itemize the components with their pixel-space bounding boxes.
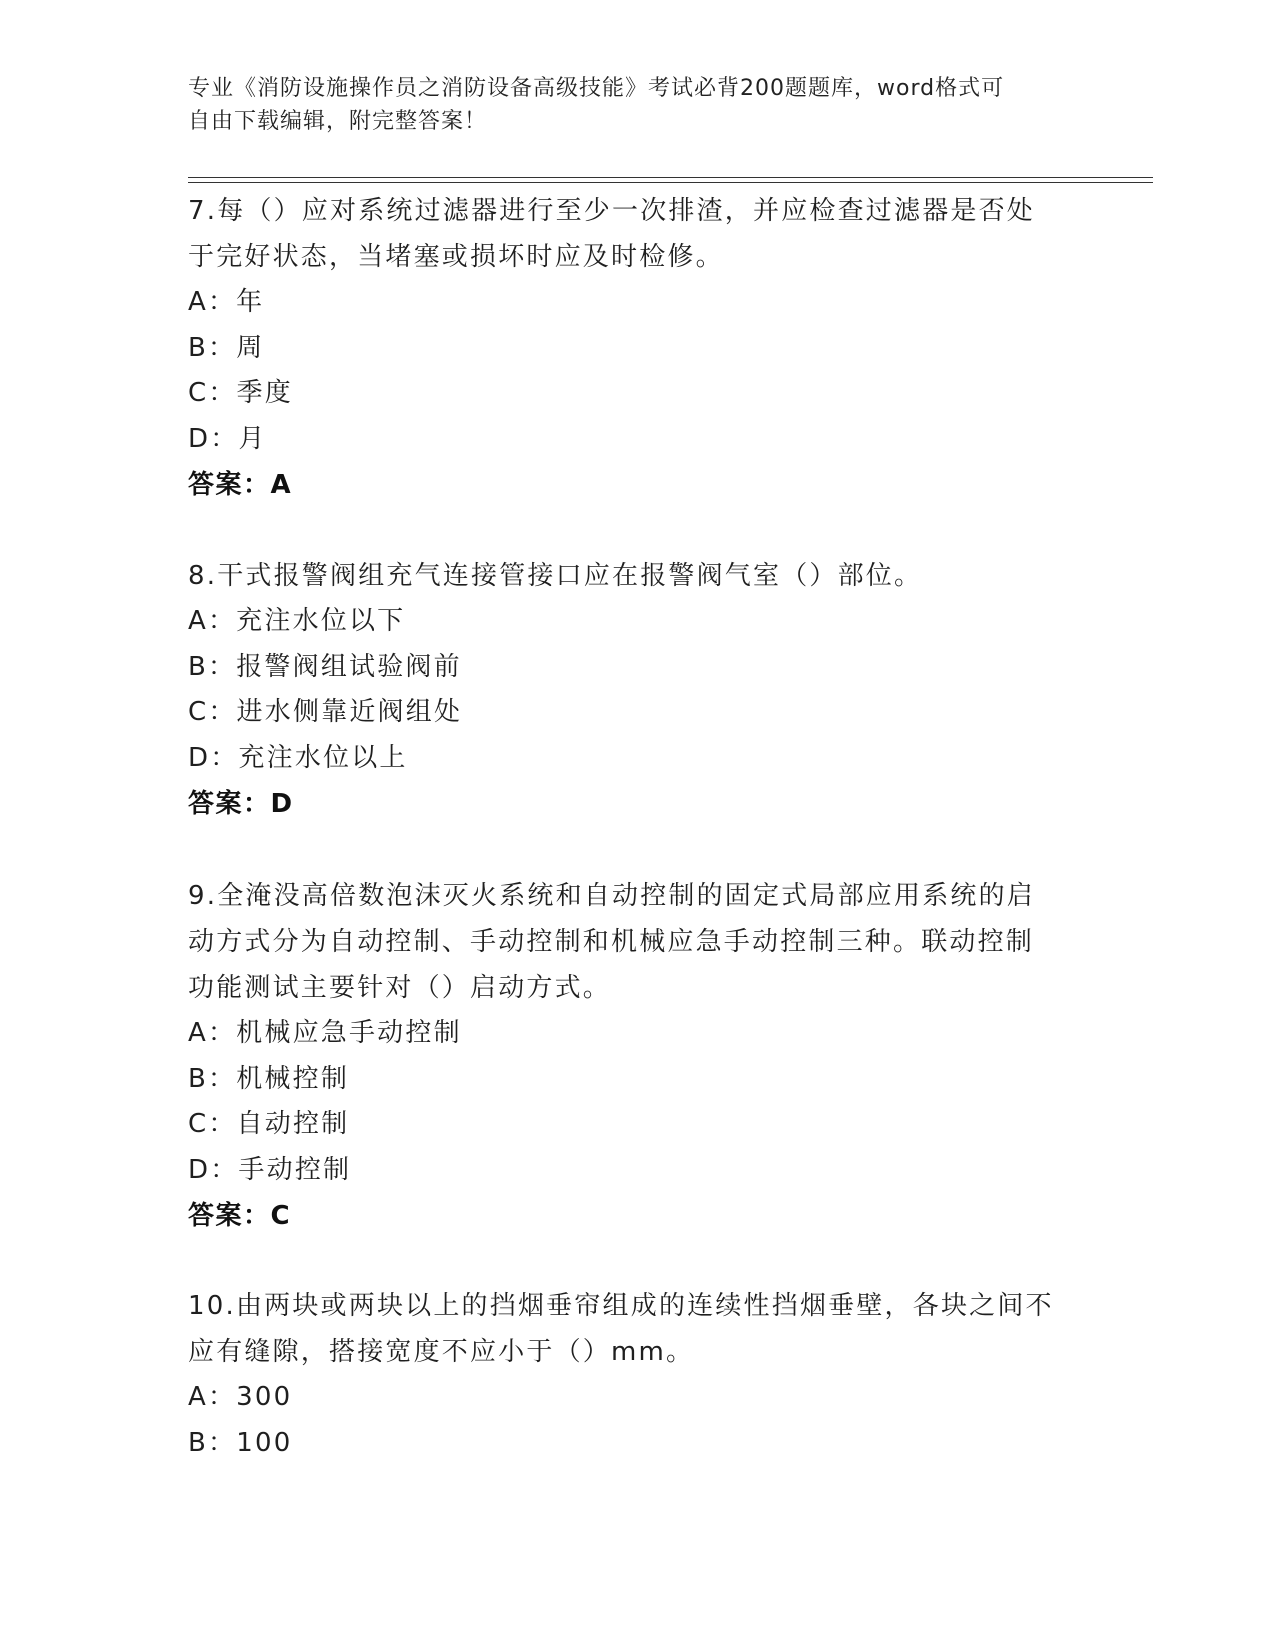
document-header <box>188 72 1068 138</box>
option-a: A：年 <box>188 287 265 317</box>
option-b: B：周 <box>188 332 265 363</box>
option-a: A：充注水位以下 <box>188 606 406 636</box>
option-a: A：300 <box>188 1382 293 1412</box>
answer: 答案：A <box>188 470 293 500</box>
question-stem-line: 7.每（）应对系统过滤器进行至少一次排渣，并应检查过滤器是否处 <box>188 196 1036 226</box>
option-c: C：进水侧靠近阀组处 <box>188 697 463 727</box>
question-stem-line: 8.干式报警阀组充气连接管接口应在报警阀气室（）部位。 <box>188 561 923 591</box>
option-b: B：100 <box>188 1427 293 1458</box>
question-stem-line: 10.由两块或两块以上的挡烟垂帘组成的连续性挡烟垂壁，各块之间不 <box>188 1291 1054 1321</box>
option-b: B：报警阀组试验阀前 <box>188 651 462 682</box>
answer: 答案：C <box>188 1201 292 1231</box>
option-c: C：季度 <box>188 378 293 408</box>
option-a: A：机械应急手动控制 <box>188 1018 462 1048</box>
header-line-1: 专业《消防设施操作员之消防设备高级技能》考试必背200题题库，word格式可 <box>188 76 1005 101</box>
option-d: D：手动控制 <box>188 1154 352 1185</box>
question-stem-line: 动方式分为自动控制、手动控制和机械应急手动控制三种。联动控制 <box>188 927 1035 957</box>
header-divider-bottom <box>188 182 1153 183</box>
question-stem-line: 功能测试主要针对（）启动方式。 <box>188 973 612 1003</box>
question-9 <box>188 873 1088 1239</box>
header-line-2: 自由下载编辑，附完整答案！ <box>188 109 488 134</box>
question-stem-line: 于完好状态，当堵塞或损坏时应及时检修。 <box>188 242 724 272</box>
option-d: D：充注水位以上 <box>188 742 408 773</box>
option-c: C：自动控制 <box>188 1109 350 1139</box>
question-7 <box>188 188 1088 508</box>
header-divider-top <box>188 177 1153 178</box>
option-d: D：月 <box>188 423 267 454</box>
question-stem-line: 应有缝隙，搭接宽度不应小于（）mm。 <box>188 1337 695 1367</box>
question-8 <box>188 553 1088 827</box>
question-stem-line: 9.全淹没高倍数泡沫灭火系统和自动控制的固定式局部应用系统的启 <box>188 881 1036 911</box>
question-10 <box>188 1283 1088 1466</box>
option-b: B：机械控制 <box>188 1063 350 1094</box>
answer: 答案：D <box>188 789 294 819</box>
